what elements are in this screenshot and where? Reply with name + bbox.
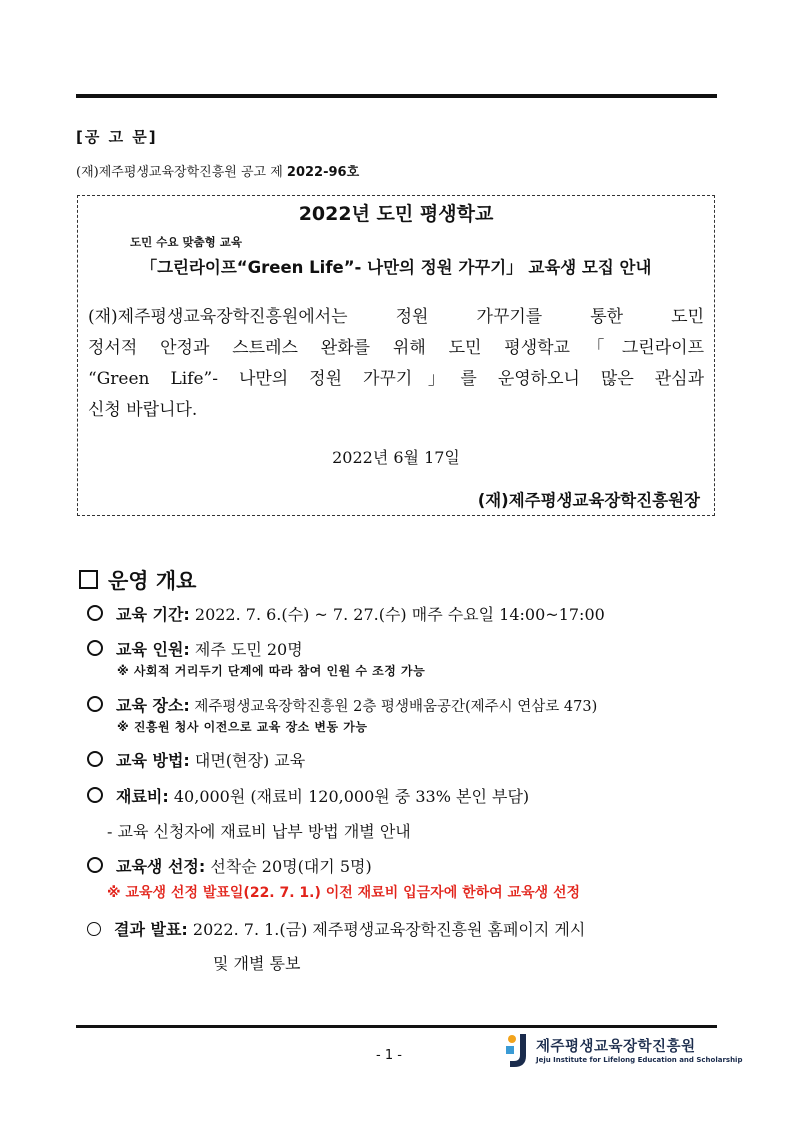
announcement-signature: (재)제주평생교육장학진흥원장 — [477, 491, 700, 510]
institute-logo-icon — [502, 1030, 534, 1070]
square-bullet-icon — [79, 570, 98, 589]
logo-english: Jeju Institute for Lifelong Education and Scholarship — [536, 1056, 743, 1064]
section-heading — [79, 565, 196, 595]
item-value: 2022. 7. 1.(금) 제주평생교육장학진흥원 홈페이지 게시 — [187, 920, 586, 939]
item-key: 교육 기간: — [116, 605, 190, 624]
notice-label: [공 고 문] — [76, 128, 158, 146]
item-fee — [87, 784, 529, 807]
item-key: 교육 장소: — [116, 696, 190, 715]
announcement-subtitle-main: 「그린라이프“Green Life”- 나만의 정원 가꾸기」 교육생 모집 안내 — [140, 258, 652, 277]
item-key: 재료비: — [116, 787, 169, 806]
item-value: 대면(현장) 교육 — [189, 751, 306, 770]
selection-note: ※ 교육생 선정 발표일(22. 7. 1.) 이전 재료비 입금자에 한하여 교육생 선정 — [107, 885, 581, 901]
announcement-body — [88, 302, 704, 395]
body-line: (재)제주평생교육장학진흥원에서는 정원 가꾸기를 통한 도민 — [88, 307, 704, 327]
result-value-continued: 및 개별 통보 — [213, 954, 301, 973]
announcement-subtitle-small: 도민 수요 맞춤형 교육 — [130, 235, 242, 249]
notice-prefix: (재)제주평생교육장학진흥원 공고 제 — [76, 165, 287, 180]
circle-bullet-icon — [87, 922, 101, 936]
place-note: ※ 진흥원 청사 이전으로 교육 장소 변동 가능 — [117, 720, 368, 734]
fee-sub: - 교육 신청자에 재료비 납부 방법 개별 안내 — [107, 822, 411, 841]
item-period — [87, 602, 605, 625]
item-value: 제주 도민 20명 — [189, 640, 303, 659]
body-line: 정서적 안정과 스트레스 완화를 위해 도민 평생학교「그린라이프 — [88, 338, 704, 358]
page-number: - 1 - — [376, 1048, 402, 1063]
circle-bullet-icon — [87, 605, 103, 621]
bottom-rule — [76, 1025, 717, 1028]
section-title: 운영 개요 — [108, 569, 197, 593]
notice-number-line — [76, 161, 359, 180]
notice-number: 2022-96호 — [286, 165, 360, 180]
announcement-date: 2022년 6월 17일 — [332, 448, 460, 467]
top-rule — [76, 94, 717, 98]
item-method — [87, 748, 305, 771]
item-value: 선착순 20명(대기 5명) — [205, 857, 372, 876]
circle-bullet-icon — [87, 787, 103, 803]
body-last-line: 신청 바랍니다. — [88, 400, 198, 420]
item-value: 제주평생교육장학진흥원 2층 평생배움공간(제주시 연삼로 473) — [189, 699, 598, 715]
logo-name: 제주평생교육장학진흥원 — [536, 1039, 696, 1055]
circle-bullet-icon — [87, 751, 103, 767]
item-capacity — [87, 637, 303, 660]
body-line: “Green Life”- 나만의 정원 가꾸기」를 운영하오니 많은 관심과 — [88, 369, 704, 389]
circle-bullet-icon — [87, 640, 103, 656]
capacity-note: ※ 사회적 거리두기 단계에 따라 참여 인원 수 조정 가능 — [117, 664, 426, 678]
item-key: 교육 방법: — [116, 751, 190, 770]
item-result — [87, 917, 585, 940]
item-place — [87, 693, 597, 716]
item-key: 교육생 선정: — [116, 857, 206, 876]
announcement-title: 2022년 도민 평생학교 — [298, 203, 494, 225]
item-value: 2022. 7. 6.(수) ~ 7. 27.(수) 매주 수요일 14:00~17:00 — [189, 605, 605, 624]
circle-bullet-icon — [87, 857, 103, 873]
item-key: 교육 인원: — [116, 640, 190, 659]
item-key: 결과 발표: — [114, 920, 188, 939]
item-selection — [87, 854, 372, 877]
item-value: 40,000원 (재료비 120,000원 중 33% 본인 부담) — [168, 787, 530, 806]
circle-bullet-icon — [87, 696, 103, 712]
